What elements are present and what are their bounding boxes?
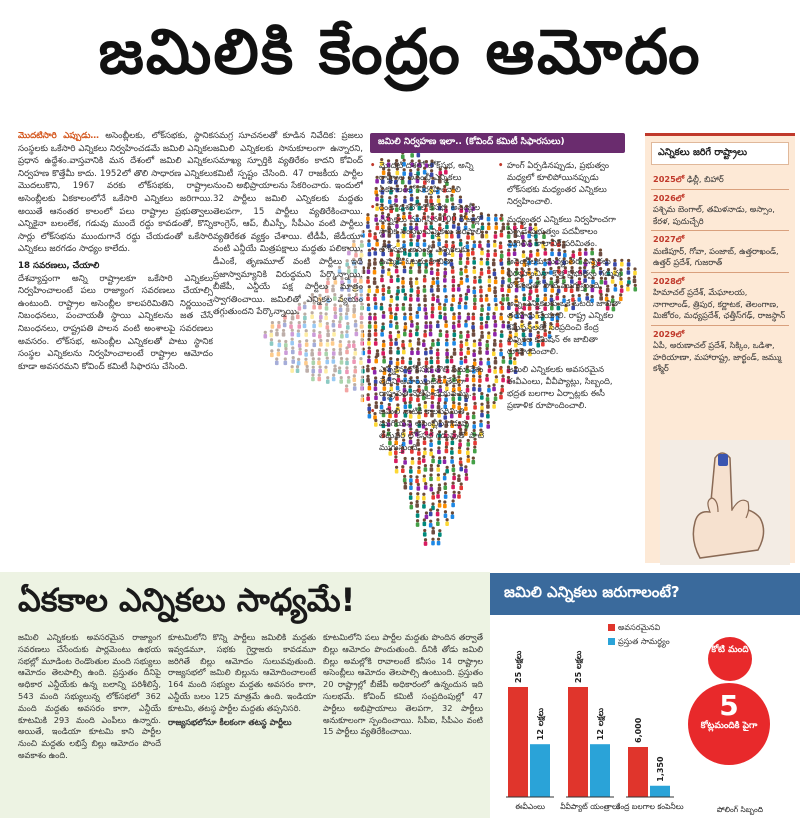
year-label: 2029లో — [653, 328, 685, 339]
year-label: 2025లో — [653, 174, 685, 184]
year-row — [651, 231, 789, 273]
section2-col2-text: కూటమిలోని కొన్ని పార్టీలు జమిలికి మద్దతు ఇవ్వడమూ, సభకు గైర్హాజరు కావడమూ జరిగితే బిల్లు ఆమోదం సులువవుతుంది. రాజ్యసభలో జమిలి బిల్లును ఆమోదించాలంటే 164 మంది సభ్యుల మద్దతు అవసరం కాగా, ఎన్డీయే బలం 125 మాత్రమే ఉంది. ఇండియా కూటమి, తటస్థ పార్టీల మద్దతు తప్పనిసరి. — [168, 632, 316, 713]
category-label: కేంద్ర బలగాల కంపెనీలు — [616, 802, 684, 811]
section2-col1-text: జమిలి ఎన్నికలకు అవసరమైన రాజ్యాంగ సవరణలు చేసేందుకు పార్లమెంటు ఉభయ సభల్లో మూడింట రెండొంతుల మంది సభ్యులు ఆమోదం తెలపాల్సి ఉంది. ప్రస్తుతం దీనిపై అధికార ఎన్డీయేకు ఉన్న బలాన్ని పరిశీలిస్తే, 543 మంది సభ్యులున్న లోక్‌సభలో 362 మంది మద్దతు అవసరం కాగా, ఎన్డీయే కూటమికి 293 మంది ఎంపీలు ఉన్నారు. అయితే, ఇండియా కూటమి కాని పార్టీల నుంచి మద్దతు లభిస్తే బిల్లు ఆమోదం పొందే అవకాశం ఉంది. — [18, 632, 161, 760]
bar-current — [530, 744, 550, 797]
category-label: ఈవీఎంలు — [515, 802, 545, 811]
committee-point: • మొదటి దశలో లోక్‌సభ, అన్ని రాష్ట్రాల అసెంబ్లీ ఎన్నికలు ఏకకాలంలో నిర్వహించాలి — [370, 159, 490, 195]
bar-required — [628, 747, 648, 797]
chart-title: జమిలి ఎన్నికలు జరుగాలంటే? — [490, 573, 800, 615]
bar-value-label: 25 లక్షలు — [574, 650, 583, 683]
committee-point: • హంగ్ ఏర్పడినప్పుడు, ప్రభుత్వం మధ్యలో కూలిపోయినప్పుడు లోక్‌సభకు మధ్యంతర ఎన్నికలు నిర్వహించాలి. — [498, 159, 623, 207]
section2-col-3 — [323, 632, 483, 812]
year-states: హిమాచల్ ప్రదేశ్, మేఘాలయ, నాగాలాండ్, త్రిపుర, కర్ణాటక, తెలంగాణ, మిజోరం, మధ్యప్రదేశ్, ఛత్తీస్‌గఢ్, రాజస్థాన్ — [653, 287, 786, 320]
committee-left-col — [370, 159, 490, 453]
committee-point: • లోక్‌సభ, అసెంబ్లీ ఎన్నికలకు ఉమ్మడి ఓటరు జాబితా — [370, 243, 490, 267]
col1-sub: 18 సవరణలు, చేయాలి — [18, 260, 100, 271]
year-label: 2028లో — [653, 275, 685, 286]
year-row — [651, 190, 789, 232]
bar-required — [568, 687, 588, 797]
year-states: పశ్చిమ బెంగాల్, తమిళనాడు, అస్సాం, కేరళ, పుదుచ్చేరి — [653, 204, 775, 226]
person-figure — [633, 284, 637, 292]
year-label: 2026లో — [653, 192, 685, 203]
legend-item-current: ప్రస్తుత సామర్థ్యం — [608, 637, 670, 648]
year-label: 2027లో — [653, 234, 685, 244]
big-text: కోట్లమందికి పైగా — [700, 721, 758, 731]
bar-current — [590, 744, 610, 797]
category-label: వీవీప్యాట్ యంత్రాలు — [560, 802, 620, 811]
bar-value-label: 12 లక్షలు — [596, 707, 605, 741]
chart-area — [490, 615, 800, 818]
section2-col-1 — [18, 632, 161, 812]
bar-required — [508, 687, 528, 797]
person-figure — [633, 267, 637, 275]
inked-finger-illustration — [660, 440, 790, 565]
person-figure — [627, 267, 631, 275]
committee-box — [370, 133, 625, 573]
article-col-2 — [213, 130, 363, 570]
col1-para2: దేశవ్యాప్తంగా అన్ని రాష్ట్రాలకూ ఒకేసారి ఎన్నికలు నిర్వహించాలంటే పలు రాజ్యాంగ సవరణలు చేయాల్సి ఉంటుంది. రాష్ట్రాల అసెంబ్లీల కాలపరిమితిని నిర్ణయించే నిబంధనలు, పంచాయతీ స్థాయి ఎన్నికలను జత చేసే నిబంధనలు, రాష్ట్రపతి పాలన వంటి అంశాలపై సవరణలు అవసరం. లోక్‌సభ, అసెంబ్లీల ఎన్నికలతో పాటు స్థానిక సంస్థల ఎన్నికలను నిర్వహించాలంటే రాష్ట్రాల ఆమోదం కూడా అవసరమని కోవింద్ కమిటీ సిఫారసు చేసింది. — [18, 273, 213, 372]
committee-point: • మధ్యంతర ఎన్నికలు నిర్వహించగా ఏర్పడే ప్రభుత్వం పదవీకాలం మిగిలిన కాలానికే పరిమితం. — [498, 213, 623, 249]
committee-point: • జమిలి ఎన్నికలకు అవసరమైన ఈవీఎంలు, వీవీప్యాట్లు, సిబ్బంది, భద్రత బలగాల ఏర్పాట్లకు ఈసీ ప్రణాళిక రూపొందించాలి. — [498, 363, 623, 411]
committee-point: • రెండో దశలో లోక్‌సభ, అసెంబ్లీల ఎన్నికలు ముగిసిన 100 రోజుల్లో స్థానిక సంస్థల ఎన్నికలు జరపాలి. — [370, 201, 490, 237]
lead-text: మొదటిసారి ఎప్పుడు… — [18, 131, 100, 141]
year-row — [651, 171, 789, 190]
bar-value-label: 6,000 — [634, 717, 643, 743]
committee-point: • అసెంబ్లీలకు మధ్యంతర ఎన్నికలు నిర్వహించినా కొత్త ప్రభుత్వం గడువు లోక్‌సభతో పాటే ముగుస్తుంది. — [498, 255, 623, 291]
year-states: మణిపూర్, గోవా, పంజాబ్, ఉత్తరాఖండ్, ఉత్తర్ ప్రదేశ్, గుజరాత్ — [653, 245, 779, 267]
col1-para1: అసెంబ్లీలకు, లోక్‌సభకు, స్థానిక సంస్థలకు ఒకేసారి ఎన్నికలు నిర్వహించడమే జమిలి ఎన్నికల ప్రధాన ఉద్దేశం.వాస్తవానికి మన దేశంలో జమిలి ఎన్నికల నిర్వహణ కొత్తేమీ కాదు. 1952లో తొలి సాధారణ ఎన్నికలు మొదలుకొని, 1967 వరకు లోక్‌సభకు, రాష్ట్రాల అసెంబ్లీలకు ఏకకాలంలోనే ఒకేసారి ఎన్నికలు జరిగాయి. అయితే ఆనంతర కాలంలో పలు రాష్ట్రాల ప్రభుత్వాలు ఎన్నికైనా బలంలేక, గడువు ముందే రద్దు కావడంతో, కొన్ని సార్లు లోక్‌సభను ముందుగానే రద్దు చేయడంతో ఒకేసారి ఎన్నికలు జరగడం సాధ్యం కాలేదు. — [18, 131, 213, 255]
section2-col3-text: కూటమిలోని పలు పార్టీల మద్దతు పొందిన తర్వాతే బిల్లు ఆమోదం పొందుతుంది. దీనికి తోడు జమిలి బిల్లు అమల్లోకి రావాలంటే కనీసం 14 రాష్ట్రాల అసెంబ్లీలు ఆమోదం తెలపాల్సి ఉంటుంది. ప్రస్తుతం 20 రాష్ట్రాల్లో బీజేపీ అధికారంలో ఉన్నందున ఇది సులభమే. కోవింద్ కమిటీ సంప్రదింపుల్లో 47 పార్టీలు అభిప్రాయాలు తెలపగా, 32 పార్టీలు అనుకూలంగా స్పందించాయి. సీపీఐ, సీపీఎం వంటి 15 పార్టీలు వ్యతిరేకించాయి. — [323, 632, 483, 737]
polling-staff-label: పోలింగ్ సిబ్బంది — [716, 805, 764, 814]
person-figure — [627, 277, 631, 285]
bar-chart — [490, 615, 690, 818]
committee-point: • ఎన్నికైన లోక్‌సభ తొలి సమావేశం తేదీని అపాయింటెడ్ తేదీగా రాష్ట్రపతి నోటిఫై చేయవచ్చు. — [370, 363, 490, 399]
col2-para: సమగ్ర సూచనలతో కూడిన నివేదిక: ప్రజలు జమిలి ఎన్నికలకు సానుకూలంగా ఉన్నారని, సమాఖ్య స్ఫూర్తికి వ్యతిరేకం కాదని కోవింద్ కమిటీ స్పష్టం చేసింది. 47 రాజకీయ పార్టీల నుంచి అభిప్రాయాలను సేకరించారు. ఇందులో 32 పార్టీలు జమిలి ఎన్నికలకు మద్దతు తెలపగా, 15 పార్టీలు వ్యతిరేకించాయి. కాంగ్రెస్, ఆప్, బీఎస్పీ, సీపీఎం వంటి పార్టీలు వ్యతిరేకత వ్యక్తం చేశాయి. టీడీపీ, జేడీయూ వంటి ఎన్డీయే మిత్రపక్షాలు మద్దతు పలికాయి. డీఎంకే, తృణమూల్ వంటి పార్టీలు ఇది ప్రజాస్వామ్యానికి విరుద్ధమని పేర్కొన్నాయి. బీజేపీ, ఎన్డీయే పక్ష పార్టీలు మాత్రం స్వాగతించాయి. జమిలితో ఎన్నికల వ్యయం తగ్గుతుందని పేర్కొన్నాయి. — [213, 131, 363, 318]
states-title: ఎన్నికలు జరిగే రాష్ట్రాలు — [651, 142, 789, 165]
section2-col-2 — [168, 632, 316, 812]
bar-value-label: 1,350 — [656, 756, 665, 782]
big-number: 5 — [719, 689, 739, 722]
committee-right-col — [498, 159, 623, 453]
year-row — [651, 273, 789, 326]
bar-current — [650, 786, 670, 797]
section2-headline: ఏకకాల ఎన్నికలు సాధ్యమే! — [18, 581, 356, 619]
year-states: ఢిల్లీ, బిహార్ — [686, 174, 724, 184]
article-col-1 — [18, 130, 213, 570]
bar-value-label: 12 లక్షలు — [536, 707, 545, 741]
person-figure — [633, 275, 637, 283]
crore-badge: కోటి మంది — [708, 637, 752, 681]
five-crore-badge — [688, 683, 770, 765]
person-figure — [626, 284, 630, 292]
bar-value-label: 25 లక్షలు — [514, 650, 523, 683]
headline: జమిలికి కేంద్రం ఆమోదం — [98, 15, 702, 88]
year-states: ఏపీ, అరుణాచల్ ప్రదేశ్, సిక్కిం, ఒడిశా, హరియాణా, మహారాష్ట్ర, జార్ఖండ్, జమ్ము కశ్మీర్ — [653, 340, 782, 373]
section2-sub: రాజ్యసభలోనూ కీలకంగా తటస్థ పార్టీలు — [168, 716, 292, 727]
committee-point: • అన్ని ఎన్నికలకు ఒకే ఓటరు జాబితా తయారు చేయాలి. రాష్ట్ర ఎన్నికల కమిషన్‌లతో సంప్రదించి కేంద్ర ఎన్నికల కమిషన్ ఈ జాబితా రూపొందించాలి. — [498, 297, 623, 357]
committee-point: • జమిలి నాటికి కాలపరిమితి ముగియని అసెంబ్లీల గడువు తదుపరి లోక్‌సభ గడువుతో పాటే ముగుస్తుంది. — [370, 405, 490, 453]
legend-item-required: అవసరమైనవి — [608, 623, 670, 634]
committee-title: జమిలి నిర్వహణ ఇలా.. (కోవింద్ కమిటీ సిఫారసులు) — [370, 133, 625, 153]
person-figure — [627, 259, 631, 267]
year-row — [651, 326, 789, 378]
